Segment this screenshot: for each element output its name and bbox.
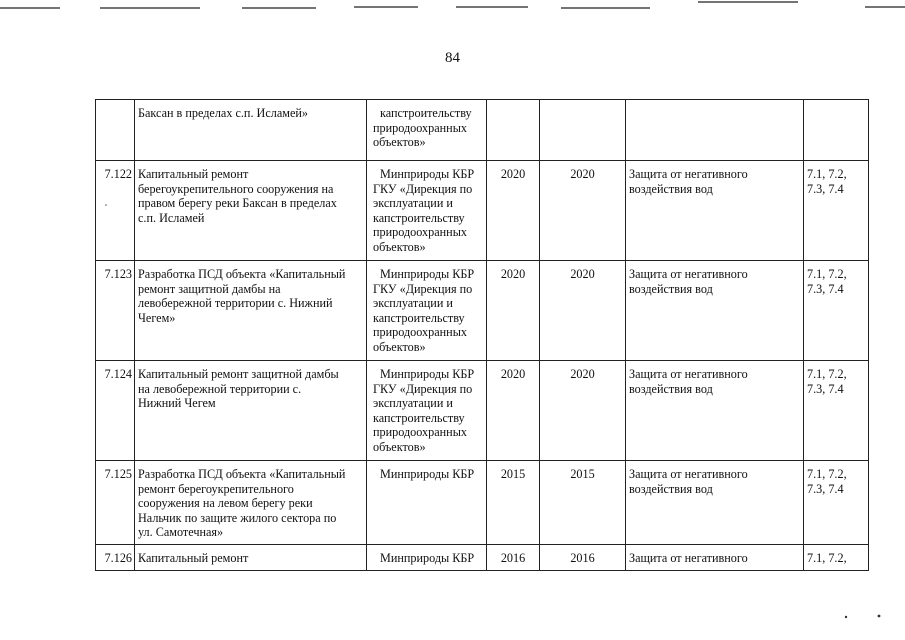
result-cell bbox=[626, 545, 804, 571]
row-number-cell: 7.122 bbox=[96, 161, 135, 261]
executor-cell-line: эксплуатации и bbox=[373, 396, 453, 411]
executor-cell-line: Минприроды КБР bbox=[380, 167, 475, 181]
indicator-codes-cell bbox=[804, 461, 869, 545]
end-year-cell: 2020 bbox=[540, 261, 626, 361]
executor-cell-line: объектов» bbox=[373, 135, 426, 150]
table-row bbox=[96, 161, 869, 261]
table-row bbox=[96, 261, 869, 361]
measure-name-cell bbox=[135, 545, 367, 571]
executor-cell-line: капстроительству bbox=[373, 410, 465, 425]
measure-name-cell-line: Нальчик по защите жилого сектора по bbox=[138, 510, 337, 525]
executor-cell-line: Минприроды КБР bbox=[380, 267, 475, 281]
start-year-cell: 2020 bbox=[487, 161, 540, 261]
header-rule-fragments bbox=[0, 0, 905, 14]
executor-cell-line: Минприроды КБР bbox=[380, 551, 475, 565]
table-row bbox=[96, 100, 869, 161]
result-cell bbox=[626, 461, 804, 545]
result-cell-line: воздействия вод bbox=[629, 181, 713, 196]
executor-cell bbox=[367, 261, 487, 361]
measure-name-cell-line: Баксан в пределах с.п. Исламей» bbox=[138, 106, 308, 120]
result-cell bbox=[626, 361, 804, 461]
measure-name-cell-line: Чегем» bbox=[138, 310, 176, 325]
indicator-codes-cell-line: 7.3, 7.4 bbox=[807, 181, 844, 196]
page-number: 84 bbox=[445, 50, 460, 66]
result-cell-line: Защита от негативного bbox=[629, 467, 748, 481]
measure-name-cell-line: ремонт берегоукрепительного bbox=[138, 481, 294, 496]
indicator-codes-cell-line: 7.3, 7.4 bbox=[807, 481, 844, 496]
table-row bbox=[96, 461, 869, 545]
start-year-cell bbox=[487, 100, 540, 161]
indicator-codes-cell bbox=[804, 261, 869, 361]
indicator-codes-cell-line: 7.1, 7.2, bbox=[807, 167, 847, 181]
end-year-cell: 2020 bbox=[540, 161, 626, 261]
executor-cell-line: капстроительству bbox=[373, 310, 465, 325]
end-year-cell: 2016 bbox=[540, 545, 626, 571]
executor-cell-line: объектов» bbox=[373, 439, 426, 454]
start-year-cell: 2020 bbox=[487, 261, 540, 361]
measure-name-cell bbox=[135, 461, 367, 545]
end-year-cell: 2020 bbox=[540, 361, 626, 461]
measure-name-cell-line: Капитальный ремонт bbox=[138, 551, 249, 565]
executor-cell-line: природоохранных bbox=[373, 225, 467, 240]
executor-cell bbox=[367, 461, 487, 545]
measure-name-cell-line: Разработка ПСД объекта «Капитальный bbox=[138, 467, 346, 481]
measure-name-cell-line: ремонт защитной дамбы на bbox=[138, 281, 281, 296]
indicator-codes-cell bbox=[804, 161, 869, 261]
executor-cell bbox=[367, 361, 487, 461]
executor-cell-line: ГКУ «Дирекция по bbox=[373, 281, 473, 296]
row-number-cell: 7.126 bbox=[96, 545, 135, 571]
executor-cell-line: объектов» bbox=[373, 239, 426, 254]
start-year-cell: 2020 bbox=[487, 361, 540, 461]
measure-name-cell-line: с.п. Исламей bbox=[138, 210, 205, 225]
measure-name-cell-line: сооружения на левом берегу реки bbox=[138, 496, 313, 511]
executor-cell-line: природоохранных bbox=[373, 120, 467, 135]
row-number-cell: 7.124 bbox=[96, 361, 135, 461]
measure-name-cell-line: Нижний Чегем bbox=[138, 396, 216, 411]
executor-cell-line: Минприроды КБР bbox=[380, 467, 475, 481]
measure-name-cell-line: Капитальный ремонт защитной дамбы bbox=[138, 367, 339, 381]
result-cell-line: воздействия вод bbox=[629, 281, 713, 296]
end-year-cell bbox=[540, 100, 626, 161]
result-cell-line: Защита от негативного bbox=[629, 167, 748, 181]
table-body bbox=[96, 100, 869, 571]
measure-name-cell-line: левобережной территории с. Нижний bbox=[138, 296, 333, 311]
executor-cell-line: природоохранных bbox=[373, 425, 467, 440]
executor-cell-line: капстроительству bbox=[380, 106, 472, 120]
executor-cell-line: объектов» bbox=[373, 339, 426, 354]
executor-cell bbox=[367, 100, 487, 161]
result-cell bbox=[626, 100, 804, 161]
result-cell-line: воздействия вод bbox=[629, 481, 713, 496]
result-cell bbox=[626, 261, 804, 361]
result-cell-line: Защита от негативного bbox=[629, 267, 748, 281]
executor-cell-line: эксплуатации и bbox=[373, 196, 453, 211]
executor-cell-line: Минприроды КБР bbox=[380, 367, 475, 381]
table-row bbox=[96, 361, 869, 461]
row-number-cell: 7.123 bbox=[96, 261, 135, 361]
measures-table bbox=[95, 99, 869, 571]
executor-cell bbox=[367, 545, 487, 571]
measure-name-cell-line: берегоукрепительного сооружения на bbox=[138, 181, 334, 196]
executor-cell-line: эксплуатации и bbox=[373, 296, 453, 311]
measure-name-cell bbox=[135, 161, 367, 261]
indicator-codes-cell bbox=[804, 545, 869, 571]
measure-name-cell bbox=[135, 361, 367, 461]
end-year-cell: 2015 bbox=[540, 461, 626, 545]
measure-name-cell-line: Разработка ПСД объекта «Капитальный bbox=[138, 267, 346, 281]
start-year-cell: 2015 bbox=[487, 461, 540, 545]
measure-name-cell-line: Капитальный ремонт bbox=[138, 167, 249, 181]
measure-name-cell-line: ул. Самотечная» bbox=[138, 525, 224, 540]
indicator-codes-cell-line: 7.1, 7.2, bbox=[807, 551, 847, 565]
result-cell-line: воздействия вод bbox=[629, 381, 713, 396]
executor-cell-line: капстроительству bbox=[373, 210, 465, 225]
indicator-codes-cell bbox=[804, 100, 869, 161]
indicator-codes-cell-line: 7.1, 7.2, bbox=[807, 467, 847, 481]
measure-name-cell bbox=[135, 100, 367, 161]
row-number-cell bbox=[96, 100, 135, 161]
result-cell bbox=[626, 161, 804, 261]
executor-cell-line: ГКУ «Дирекция по bbox=[373, 181, 473, 196]
measure-name-cell-line: на левобережной территории с. bbox=[138, 381, 302, 396]
measure-name-cell-line: правом берегу реки Баксан в пределах bbox=[138, 196, 337, 211]
start-year-cell: 2016 bbox=[487, 545, 540, 571]
indicator-codes-cell bbox=[804, 361, 869, 461]
indicator-codes-cell-line: 7.3, 7.4 bbox=[807, 381, 844, 396]
indicator-codes-cell-line: 7.3, 7.4 bbox=[807, 281, 844, 296]
executor-cell-line: природоохранных bbox=[373, 325, 467, 340]
indicator-codes-cell-line: 7.1, 7.2, bbox=[807, 367, 847, 381]
row-number-cell: 7.125 bbox=[96, 461, 135, 545]
measure-name-cell bbox=[135, 261, 367, 361]
result-cell-line: Защита от негативного bbox=[629, 367, 748, 381]
executor-cell-line: ГКУ «Дирекция по bbox=[373, 381, 473, 396]
executor-cell bbox=[367, 161, 487, 261]
result-cell-line: Защита от негативного bbox=[629, 551, 748, 565]
indicator-codes-cell-line: 7.1, 7.2, bbox=[807, 267, 847, 281]
table-row bbox=[96, 545, 869, 571]
